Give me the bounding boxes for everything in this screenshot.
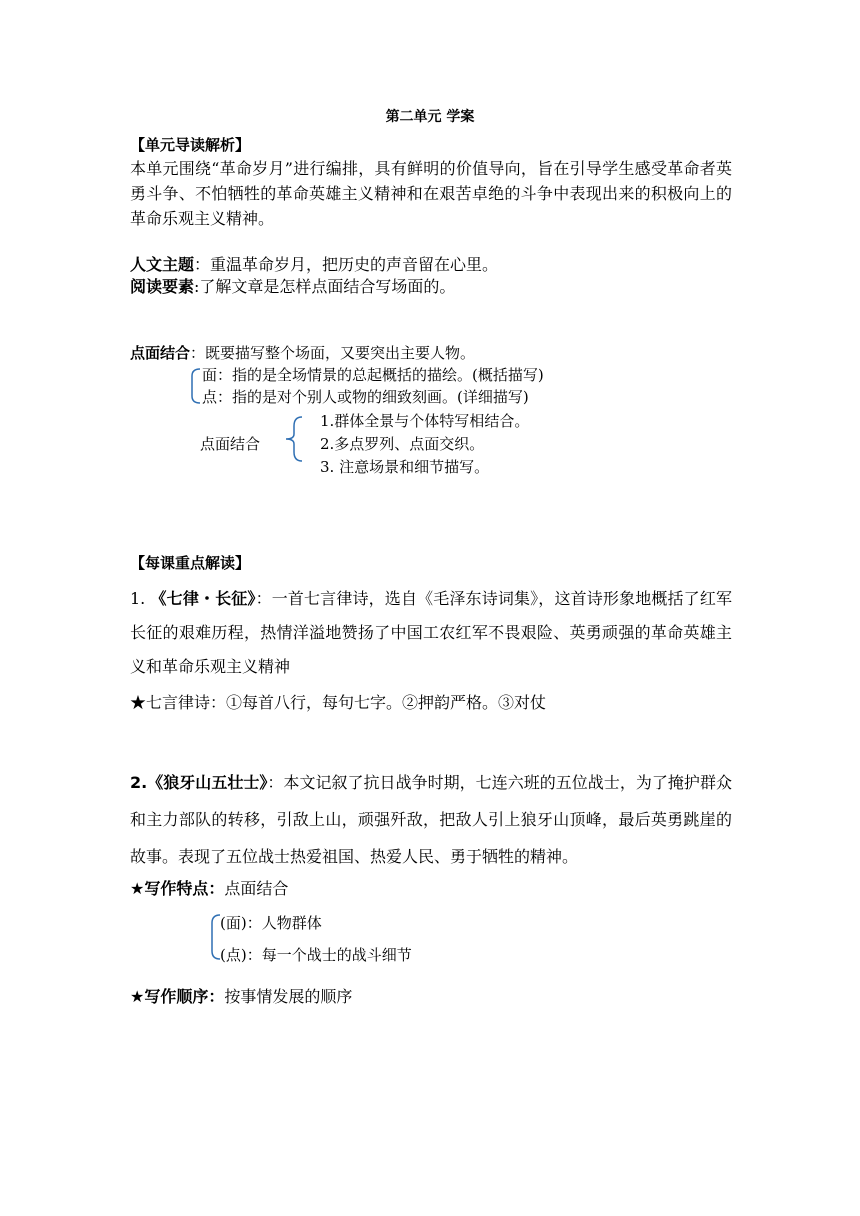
group-bracket: [280, 414, 306, 464]
group-item-1: 1.群体全景与个体特写相结合。: [320, 412, 530, 430]
lesson-1-note: ★七言律诗：①每首八行，每句七字。②押韵严格。③对仗: [130, 693, 547, 712]
lesson-1-title: 《七律・长征》: [150, 589, 256, 608]
point-surface-line: [130, 342, 475, 363]
unit-intro-paragraph: 本单元围绕“革命岁月”进行编排，具有鲜明的价值导向，旨在引导学生感受革命者英勇斗争、不怕牺牲的革命英雄主义精神和在艰苦卓绝的斗争中表现出来的积极向上的革命乐观主义精神。: [130, 159, 732, 228]
order-text: 按事情发展的顺序: [224, 987, 353, 1006]
unit-intro-heading: 【单元导读解析】: [130, 136, 251, 154]
point-surface-label: 点面结合: [130, 344, 191, 362]
lesson-1-text: ：一首七言律诗，选自《毛泽东诗词集》，这首诗形象地概括了红军长征的艰难历程，热情洋溢地赞扬了中国工农红军不畏艰险、英勇顽强的革命英雄主义和革命乐观主义精神: [130, 589, 732, 676]
element-text: :了解文章是怎样点面结合写场面的。: [194, 277, 456, 296]
face-definition: 面：指的是全场情景的总起概括的描绘。(概括描写): [202, 366, 544, 384]
lesson-2-paragraph: [130, 764, 732, 875]
page-title: 第二单元 学案: [385, 109, 475, 125]
theme-line: [130, 254, 498, 276]
feature-label: ★写作特点：: [130, 879, 225, 898]
group-item-2: 2.多点罗列、点面交织。: [320, 435, 485, 453]
lesson-1-number: 1.: [130, 589, 146, 608]
point-surface-text: ：既要描写整个场面，又要突出主要人物。: [190, 344, 476, 362]
feature-point: (点)：每一个战士的战斗细节: [220, 946, 412, 964]
lesson-2-number: 2.: [130, 773, 148, 792]
element-label: 阅读要素: [130, 277, 195, 296]
lessons-heading: 【每课重点解读】: [130, 554, 251, 572]
theme-text: ：重温革命岁月，把历史的声音留在心里。: [194, 255, 499, 274]
feature-text: 点面结合: [224, 879, 289, 898]
lesson-1-paragraph: [130, 582, 732, 684]
feature-face: (面)：人物群体: [220, 914, 322, 932]
theme-label: 人文主题: [130, 255, 195, 274]
feature-line: [130, 878, 288, 900]
element-line: [130, 276, 455, 298]
order-label: ★写作顺序：: [130, 987, 225, 1006]
lesson-2-text: ：本文记叙了抗日战争时期，七连六班的五位战士，为了掩护群众和主力部队的转移，引敌上山，顽强歼敌，把敌人引上狼牙山顶峰，最后英勇跳崖的故事。表现了五位战士热爱祖国、热爱人民、勇于牺牲的精神。: [130, 773, 732, 866]
group-item-3: 3. 注意场景和细节描写。: [320, 458, 490, 476]
point-definition: 点：指的是对个别人或物的细致刻画。(详细描写): [202, 388, 529, 406]
order-line: [130, 986, 352, 1008]
lesson-2-title: 《狼牙山五壮士》: [147, 773, 268, 792]
group-label: 点面结合: [200, 435, 261, 453]
